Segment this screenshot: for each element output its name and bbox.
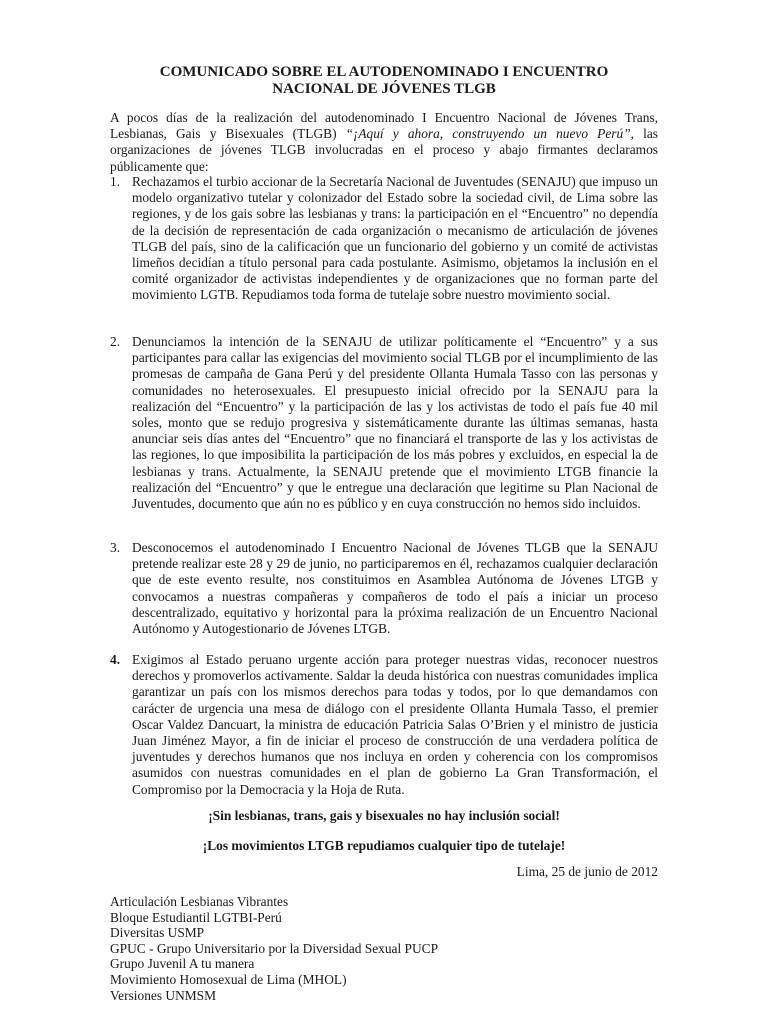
signatory: Diversitas USMP [110,925,205,941]
list-item-4 [110,652,658,798]
signatory: GPUC - Grupo Universitario por la Diversidad Sexual PUCP [110,940,439,956]
intro-text-after: , las organizaciones de jóvenes TLGB involucradas en el proceso y abajo firmantes declaramos públicamente que: [110,126,659,174]
slogan-inclusion: ¡Sin lesbianas, trans, gais y bisexuales no hay inclusión social! [208,808,560,823]
signatory: Articulación Lesbianas Vibrantes [110,894,289,909]
signatories-list [110,894,658,1003]
title-line-1: COMUNICADO SOBRE EL AUTODENOMINADO I ENCUENTRO [159,64,609,80]
signatory: Bloque Estudiantil LGTBI-Perú [110,909,282,925]
item-text: Desconocemos el autodenominado I Encuentro Nacional de Jóvenes TLGB que la SENAJU pretende realizar este 28 y 29 de junio, no participaremos en él, rechazamos cualquier declaración que de este evento resulte, nos constituimos en Asamblea Autónoma de Jóvenes LTGB y convocamos a nuestras compañeras y compañeros de todo el país a iniciar un proceso descentralizado, equitativo y horizontal para la próxima realización de un Encuentro Nacional Autónomo y Autogestionario de Jóvenes LTGB. [132,540,658,637]
item-number: 1. [110,174,121,189]
signatory: Versiones UNMSM [110,987,217,1003]
list-item-3 [110,540,658,637]
intro-paragraph [110,110,658,175]
intro-text-before: A pocos días de la realización del autodenominado I Encuentro Nacional de Jóvenes Trans, Lesbianas, Gais y Bisexuales (TLGB) [110,110,658,142]
list-item-1 [110,174,658,304]
document-date: Lima, 25 de junio de 2012 [516,864,658,879]
item-text: Exigimos al Estado peruano urgente acción para proteger nuestras vidas, reconocer nuestros derechos y promoverlos activamente. Saldar la deuda histórica con nuestras comunidades implica garantizar un país con los mismos derechos para todas y todos, por lo que demandamos con carácter de urgencia una mesa de diálogo con el presidente Ollanta Humala Tasso, el premier Oscar Valdez Dancuart, la ministra de educación Patricia Salas O’Brien y el ministro de justicia Juan Jiménez Mayor, a fin de iniciar el proceso de construcción de una verdadera política de juventudes y derechos humanos que nos incluya en orden y coherencia con los compromisos asumidos con nuestras comunidades en el plan de gobierno La Gran Transformación, el Compromiso por la Democracia y la Hoja de Ruta. [132,652,658,797]
item-number: 4. [110,652,121,667]
item-number: 3. [110,540,121,555]
item-text: Denunciamos la intención de la SENAJU de utilizar políticamente el “Encuentro” y a sus participantes para callar las exigencias del movimiento social TLGB por el incumplimiento de las promesas de campaña de Gana Perú y del presidente Ollanta Humala Tasso con las personas y comunidades no heterosexuales. El presupuesto inicial ofrecido por la SENAJU para la realización del “Encuentro” y la participación de las y los activistas de todo el país fue 40 mil soles, monto que se redujo progresiva y sistemáticamente durante las últimas semanas, hasta anunciar seis días antes del “Encuentro” que no financiará el transporte de las y los activistas de las regiones, lo que imposibilita la participación de los más pobres y excluidos, en especial la de lesbianas y trans. Actualmente, la SENAJU pretende que el movimiento LTGB financie la realización del “Encuentro” y que le entregue una declaración que legitime su Plan Nacional de Juventudes, documento que aún no es público y en cuya construcción no hemos sido incluidos. [132,334,658,512]
signatory: Movimiento Homosexual de Lima (MHOL) [110,971,347,987]
document-title [100,64,668,98]
list-item-2 [110,334,658,512]
item-text: Rechazamos el turbio accionar de la Secretaría Nacional de Juventudes (SENAJU) que impuso un modelo organizativo tutelar y colonizador del Estado sobre la sociedad civil, de Lima sobre las regiones, y de los gais sobre las lesbianas y trans: la participación en el “Encuentro” no dependía de la decisión de representación de cada organización o mecanismo de articulación de jóvenes TLGB del país, sino de la calificación que un funcionario del gobierno y un comité de activistas limeños decidían a título personal para cada postulante. Asimismo, objetamos la inclusión en el comité organizador de activistas independientes y de organizaciones que no forman parte del movimiento LGTB. Repudiamos toda forma de tutelaje sobre nuestro movimiento social. [132,174,658,303]
signatory: Grupo Juvenil A tu manera [110,956,255,972]
title-line-2: NACIONAL DE JÓVENES TLGB [272,81,496,97]
intro-quote: “¡Aquí y ahora, construyendo un nuevo Perú” [345,126,631,142]
item-number: 2. [110,334,121,349]
slogan-tutelaje: ¡Los movimientos LTGB repudiamos cualquier tipo de tutelaje! [202,838,566,853]
